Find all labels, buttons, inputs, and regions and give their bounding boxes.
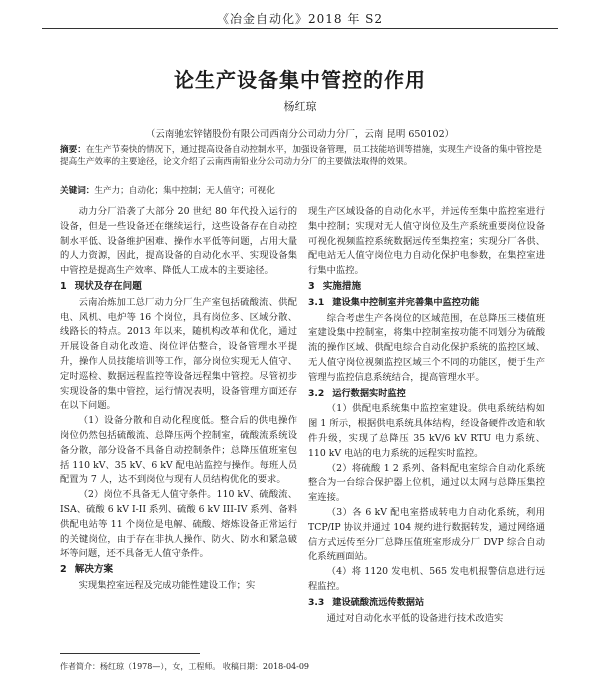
section-2-heading [60, 563, 297, 578]
author-name: 杨红琼 [283, 100, 317, 113]
keywords-text: 生产力；自动化；集中控制；无人值守；可视化 [94, 186, 275, 196]
author-affiliation: （云南驰宏锌锗股份有限公司西南分公司动力分厂，云南 昆明 650102） [145, 129, 455, 140]
abstract [60, 144, 542, 169]
section-3-1-paragraph: 综合考虑生产各岗位的区域范围，在总降压三楼值班室建设集中控制室，将集中控制室按功能不同划分为硫酸流的操作区域、供配电综合自动化保护系统的监控区域、无人值守岗位视频监控区域三个不同的功能区，便于生产管理与监控信息系统结合，提高管理水平。 [308, 312, 545, 383]
section-3-3-heading [308, 596, 545, 611]
keywords [60, 184, 542, 196]
section-3-heading [308, 280, 545, 295]
article-title: 论生产设备集中管控的作用 [174, 68, 426, 92]
journal-header: 《冶金自动化》2018 年 S2 [216, 12, 384, 26]
section-3-3-number: 3.3 [308, 596, 325, 608]
section-1-heading [60, 280, 297, 295]
section-2-paragraph-1: 实现集控室远程及完成功能性建设工作；实 [78, 579, 256, 591]
section-1-paragraph-2: （1）设备分散和自动化程度低。整合后的供电操作岗位仍然包括硫酸流、总降压两个控制室，硫酸流系统设备分散，部分设备不具备自动控制条件；总降压值班室包括 110 kV、35 kV、6 kV 配电站监控与操作。每班人员配置为 7 人，达不到岗位与现有人员结构优化的要求。 [60, 415, 297, 486]
section-3-1-heading [308, 296, 545, 311]
section-3-3-title: 建设硫酸流远传数据站 [332, 596, 425, 608]
section-3-2-title: 运行数据实时监控 [332, 387, 406, 399]
intro-paragraph: 动力分厂沿袭了大部分 20 世纪 80 年代投入运行的设备，但是一些设备还在继续运行，这些设备存在自动控制水平低、设备维护困难、操作水平低等问题，占用大量的人力资源，因此，提高设备的自动化水平、实现设备集中管控是提高生产效率、降低人工成本的主要途径。 [60, 206, 297, 277]
header-divider [42, 28, 558, 29]
left-column [60, 205, 297, 594]
section-1-paragraph-3: （2）岗位不具备无人值守条件。110 kV、硫酸流、ISA、硫酸 6 kV I-II 系列、硫酸 6 kV III-IV 系列、备料供配电站等 11 个岗位是电解、硫酸、熔炼设备正常运行的关键岗位，由于存在非执人操作、防火、防水和紧急破坏等问题，还不具备无人值守条件。 [60, 489, 297, 560]
abstract-label: 摘要： [60, 145, 86, 155]
right-column [308, 205, 545, 626]
section-3-2-paragraph-3: （3）各 6 kV 配电室搭成转电力自动化系统，利用 TCP/IP 协议并通过 104 规约进行数据转发，通过网络通信方式远传至分厂总降压值班室形成分厂 DVP 综合自动化系统画面站。 [308, 506, 545, 563]
abstract-text: 在生产节奏快的情况下，通过提高设备自动控制水平，加强设备管理，员工技能培训等措施，实现生产设备的集中管控是提高生产效率的主要途径，论文介绍了云南西南铅业分公司动力分厂的主要做法取得的效果。 [60, 145, 542, 168]
section-3-3-paragraph: 通过对自动化水平低的设备进行技术改造实 [326, 612, 504, 624]
section-1-number: 1 [60, 280, 67, 292]
section-2-number: 2 [60, 564, 67, 576]
section-1-paragraph-1: 云南冶炼加工总厂动力分厂生产室包括硫酸流、供配电、风机、电炉等 16 个岗位，具有岗位多、区域分散、线路长的特点。2013 年以来，随机构改革和优化，通过开展设备自动化改造、岗位评估整合，设备管理水平提升，操作人员技能培训等工作，部分岗位实现无人值守、定时巡检、数据远程监控等设备远程集中管控。尽管初步实现设备的集中管控，运行情况表明，设备管理方面还存在以下问题。 [60, 296, 297, 412]
section-2-title: 解决方案 [74, 564, 114, 576]
section-3-2-paragraph-1: （1）供配电系统集中监控室建设。供电系统结构如图 1 所示，根据供电系统具体结构，经设备硬件改造和软件升级，实现了总降压 35 kV/6 kV RTU 电力系统、110 kV 电站的电力系统的远程实时监控。 [308, 403, 545, 459]
section-3-2-paragraph-2: （2）将硫酸 1 2 系列、备料配电室综合自动化系统整合为一台综合保护器上位机，通过以太网与总降压集控室连接。 [308, 462, 545, 504]
section-3-2-paragraph-4: （4）将 1120 发电机、565 发电机报警信息进行远程监控。 [308, 566, 545, 592]
footnote: 作者简介：杨红琼（1978—），女，工程师。 收稿日期：2018-04-09 [60, 662, 310, 671]
keywords-label: 关键词： [60, 186, 95, 196]
section-3-2-number: 3.2 [308, 387, 325, 399]
section-3-2-heading [308, 387, 545, 402]
section-3-1-title: 建设集中控制室并完善集中监控功能 [332, 296, 480, 308]
continued-paragraph: 现生产区域设备的自动化水平，并远传至集中监控室进行集中控制；实现对无人值守岗位及生产系统重要岗位设备可视化视频监控系统数据远传至集控室；实现分厂各供、配电站无人值守岗位电力自动化保护电参数，在集控室进行集中监控。 [308, 206, 545, 277]
section-3-number: 3 [308, 280, 315, 292]
footnote-divider [60, 653, 200, 654]
section-3-1-number: 3.1 [308, 296, 325, 308]
section-1-title: 现状及存在问题 [74, 280, 142, 292]
section-3-title: 实施措施 [322, 280, 362, 292]
